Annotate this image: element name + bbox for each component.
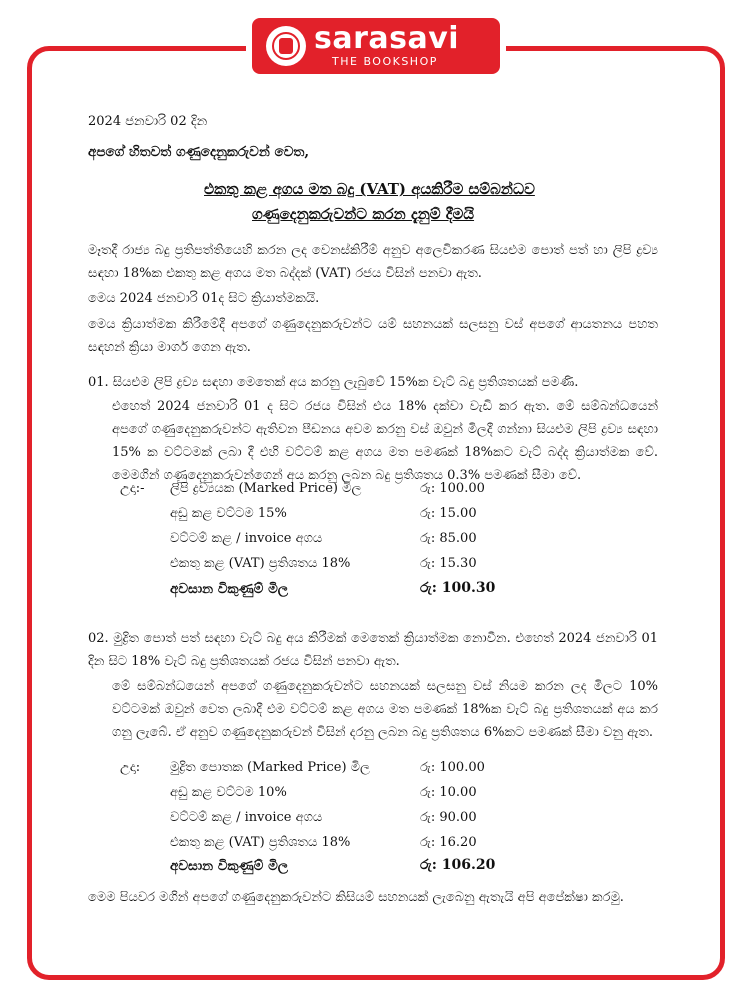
- example2-price: රු: 100.00: [420, 760, 485, 775]
- example1-total-price: රු: 100.30: [420, 580, 496, 596]
- relief-paragraph: මෙය ක්‍රියාත්මක කිරීමේදී අපගේ ගණුදෙනුකරුවන්ට යම් සහනයක් සලසනු වස් අපගේ ආයතනය පහත සඳහන් ක්‍රියා මාර්ග ගෙන ඇත.: [88, 317, 658, 355]
- section1-body: එහෙත් 2024 ජනවාරි 01 ද සිට රජය විසින් එය 18% දක්වා වැඩි කර ඇත. මේ සම්බන්ධයෙන් අපගේ ගණුදෙනුකරුවන්ට ඇතිවන පීඩනය අවම කරනු වස් ඔවුන් මිලදී ගන්නා සියළුම ලිපි ද්‍රව්‍ය සඳහා 15% ක වට්ටමක් ලබා දී එහි වට්ටම් කළ අගය මත පමණක් 18%කට වැට් බද්ද ක්‍රියාත්මක වේ. මෙමගින් ගණුදෙනුකරුවන්ගෙන් අය කරනු ලබන බදු ප්‍රතිශතය 0.3% පමණක් සීමා වේ.: [112, 399, 658, 483]
- effective-paragraph: මෙය 2024 ජනවාරි 01ද සිට ක්‍රියාත්මකයි.: [88, 291, 320, 306]
- example2-price: රු: 90.00: [420, 810, 477, 825]
- example2-item: අඩු කළ වට්ටම 10%: [170, 785, 287, 800]
- example1-item: වට්ටම් කළ / invoice අගය: [170, 531, 323, 546]
- example2-total-label: අවසාන විකුණුම් මිල: [170, 858, 289, 874]
- section2-heading: 02. මුද්‍රිත පොත් පත් සඳහා වැට් බදු අය කිරීමක් මෙතෙක් ක්‍රියාත්මක නොවීන. එහෙත් 2024 ජනවාරි 01 දින සිට 18% වැට් බදු ප්‍රතිශතයක් රජය විසින් පනවා ඇත.: [88, 631, 658, 669]
- example1-label: උදා:-: [120, 481, 145, 496]
- example1-price: රු: 15.00: [420, 506, 477, 521]
- closing-paragraph: මෙම පියවර මගින් අපගේ ගණුදෙනුකරුවන්ට කිසියම් සහනයක් ලැබෙනු ඇතැයි අපි අපේක්ෂා කරමු.: [88, 890, 624, 905]
- example2-label: උදා:: [120, 760, 141, 775]
- example1-price: රු: 15.30: [420, 556, 477, 571]
- example2-price: රු: 16.20: [420, 835, 477, 850]
- example1-item: එකතු කළ (VAT) ප්‍රතිශතය 18%: [170, 556, 351, 571]
- letter-greeting: අපගේ හිතවත් ගණුදෙනුකරුවන් වෙත,: [88, 144, 310, 160]
- section2-body: මේ සම්බන්ධයෙන් අපගේ ගණුදෙනුකරුවන්ට සහනයක් සලසනු වස් නියම කරන ලද මිලට 10% වට්ටමක් ඔවුන් වෙත ලබාදී එම වට්ටම් කළ අගය මත පමණක් 18%ක වැට් බදු ප්‍රතිශතයක් අය කර ගනු ලැබේ. ඒ අනුව ගණුදෙනුකරුවන් විසින් දරනු ලබන බදු ප්‍රතිශතය 6%කට පමණක් සීමා වනු ඇත.: [112, 679, 658, 740]
- book-emblem-icon: [266, 26, 306, 66]
- brand-name: sarasavi: [314, 21, 460, 56]
- brand-logo: [252, 18, 500, 74]
- example2-total-price: රු: 106.20: [420, 857, 496, 873]
- letter-title-line1: එකතු කළ අගය මත බදු (VAT) අයකිරීම සම්බන්ධව: [204, 180, 535, 198]
- example1-price: රු: 100.00: [420, 481, 485, 496]
- example2-item: එකතු කළ (VAT) ප්‍රතිශතය 18%: [170, 835, 351, 850]
- example1-price: රු: 85.00: [420, 531, 477, 546]
- example1-item: අඩු කළ වට්ටම 15%: [170, 506, 287, 521]
- section1-heading: 01. සියළුම ලිපි ද්‍රව්‍ය සඳහා මෙතෙක් අය කරනු ලැබුවේ 15%ක වැට් බදු ප්‍රතිශතයක් පමණි.: [88, 375, 579, 390]
- example1-total-label: අවසාන විකුණුම් මිල: [170, 581, 289, 597]
- example2-item: වට්ටම් කළ / invoice අගය: [170, 810, 323, 825]
- example1-item: ලිපි ද්‍රව්‍යයක (Marked Price) මිල: [170, 481, 362, 496]
- letter-date: 2024 ජනවාරි 02 දින: [88, 114, 208, 129]
- intro-paragraph: මෑතදී රාජ්‍ය බදු ප්‍රතිපත්තියෙහි කරන ලද වෙනස්කිරීම් අනුව අලෙවිකරණ සියළුම පොත් පත් හා ලිපි ද්‍රව්‍ය සඳහා 18%ක එකතු කළ අගය මත බද්දක් (VAT) රජය විසින් පනවා ඇත.: [88, 243, 658, 281]
- example2-price: රු: 10.00: [420, 785, 477, 800]
- letter-title-line2: ගණුදෙනුකරුවන්ට කරන දැනුම් දීමයි: [252, 205, 475, 223]
- example2-item: මුද්‍රිත පොතක (Marked Price) මිල: [170, 760, 370, 775]
- brand-tagline: THE BOOKSHOP: [332, 55, 438, 68]
